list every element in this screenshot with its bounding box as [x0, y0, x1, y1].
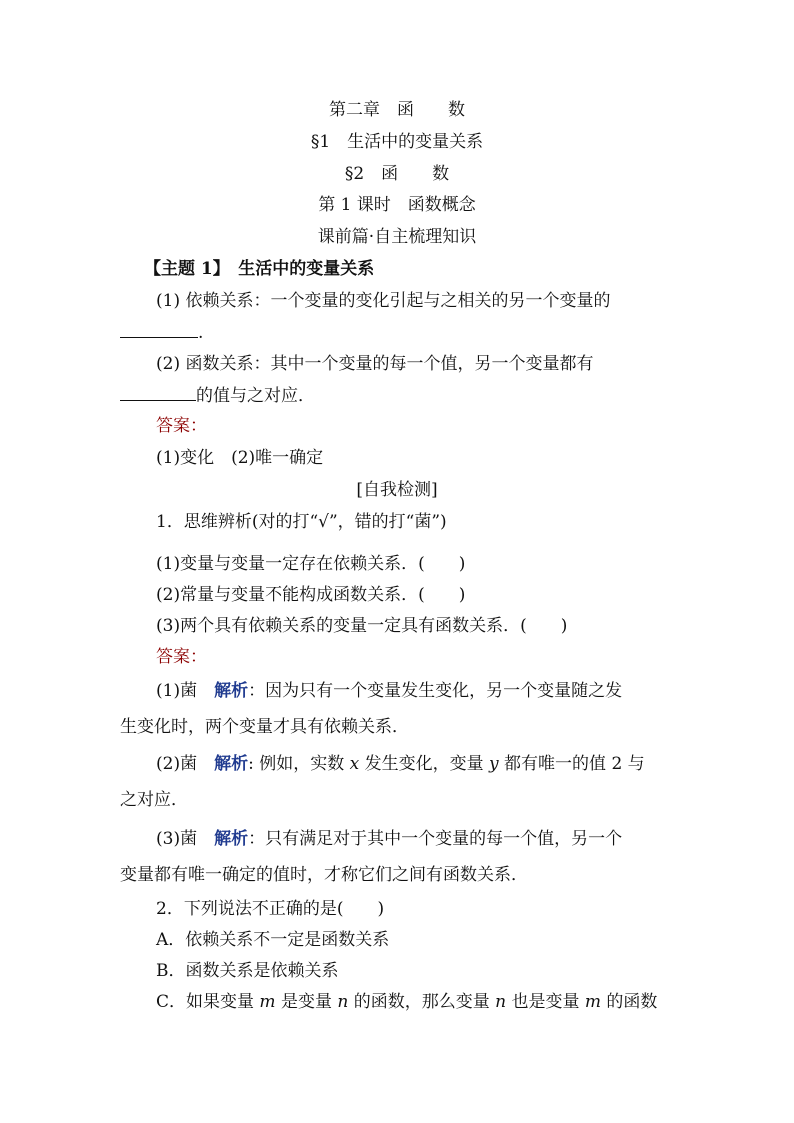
question-1-b: (2)常量与变量不能构成函数关系．( ) — [156, 585, 466, 605]
var-x: x — [349, 754, 360, 774]
topic1-item2-end: 的值与之对应． — [196, 386, 315, 406]
topic1-item1: (1) 依赖关系：一个变量的变化引起与之相关的另一个变量的 — [156, 291, 611, 311]
option-c-text-b: 是变量 — [275, 992, 338, 1012]
mark-3: (3)菌 — [156, 829, 198, 849]
answer-label: 答案： — [156, 416, 207, 436]
var-n: n — [337, 992, 349, 1012]
question-1-c: (3)两个具有依赖关系的变量一定具有函数关系．( ) — [156, 616, 568, 636]
question-1: 1．思维辨析(对的打“√”，错的打“菌”) — [156, 512, 447, 532]
analysis-3-cont: 变量都有唯一确定的值时，才称它们之间有函数关系． — [120, 865, 528, 885]
self-check-title: [自我检测] — [356, 480, 438, 500]
fill-blank-2 — [120, 384, 196, 401]
analysis-label-2: 解析 — [214, 754, 249, 774]
topic1-item2-cont — [120, 384, 315, 407]
option-a: A．依赖关系不一定是函数关系 — [156, 930, 390, 950]
mark-1: (1)菌 — [156, 681, 198, 701]
analysis-label-1: 解析 — [214, 681, 249, 701]
analysis-2-text-a: : 例如，实数 — [248, 754, 350, 774]
chapter-title: 第二章 函 数 — [329, 100, 465, 120]
topic1-heading: 【主题 1】 生活中的变量关系 — [144, 259, 375, 279]
question-1-a: (1)变量与变量一定存在依赖关系．( ) — [156, 554, 466, 574]
topic1-answer: (1)变化 (2)唯一确定 — [156, 448, 324, 468]
option-c-text-c: 的函数，那么变量 — [348, 992, 496, 1012]
var-m-2: m — [584, 992, 602, 1012]
mark-2: (2)菌 — [156, 754, 198, 774]
option-b: B．函数关系是依赖关系 — [156, 961, 339, 981]
var-m: m — [259, 992, 276, 1012]
analysis-1 — [156, 680, 622, 702]
var-n-2: n — [495, 992, 507, 1012]
topic1-item1-end: . — [198, 323, 204, 343]
topic1-item1-cont — [120, 321, 203, 344]
analysis-2 — [156, 753, 645, 775]
question-2: 2．下列说法不正确的是( ) — [156, 899, 385, 919]
fill-blank-1 — [120, 321, 198, 338]
section1-title: §1 生活中的变量关系 — [310, 132, 484, 152]
analysis-3-text: ：只有满足对于其中一个变量的每一个值，另一个 — [248, 829, 623, 849]
analysis-1-cont: 生变化时，两个变量才具有依赖关系． — [120, 717, 409, 737]
analysis-1-text: ：因为只有一个变量发生变化，另一个变量随之发 — [248, 681, 623, 701]
topic1-item2: (2) 函数关系：其中一个变量的每一个值，另一个变量都有 — [156, 354, 594, 374]
lesson-title: 第 1 课时 函数概念 — [318, 195, 476, 215]
answer-label-2: 答案： — [156, 647, 207, 667]
analysis-2-text-b: 发生变化，变量 — [359, 754, 490, 774]
section2-title: §2 函 数 — [344, 164, 450, 184]
analysis-2-cont: 之对应． — [120, 790, 188, 810]
part-title: 课前篇·自主梳理知识 — [317, 227, 477, 247]
analysis-label-3: 解析 — [214, 829, 249, 849]
analysis-2-text-c: 都有唯一的值 2 与 — [498, 754, 645, 774]
var-y: y — [489, 754, 499, 774]
analysis-3 — [156, 828, 622, 850]
option-c-text-a: C．如果变量 — [156, 992, 260, 1012]
option-c-text-e: 的函数 — [601, 992, 658, 1012]
option-c-text-d: 也是变量 — [506, 992, 585, 1012]
option-c — [156, 991, 657, 1013]
